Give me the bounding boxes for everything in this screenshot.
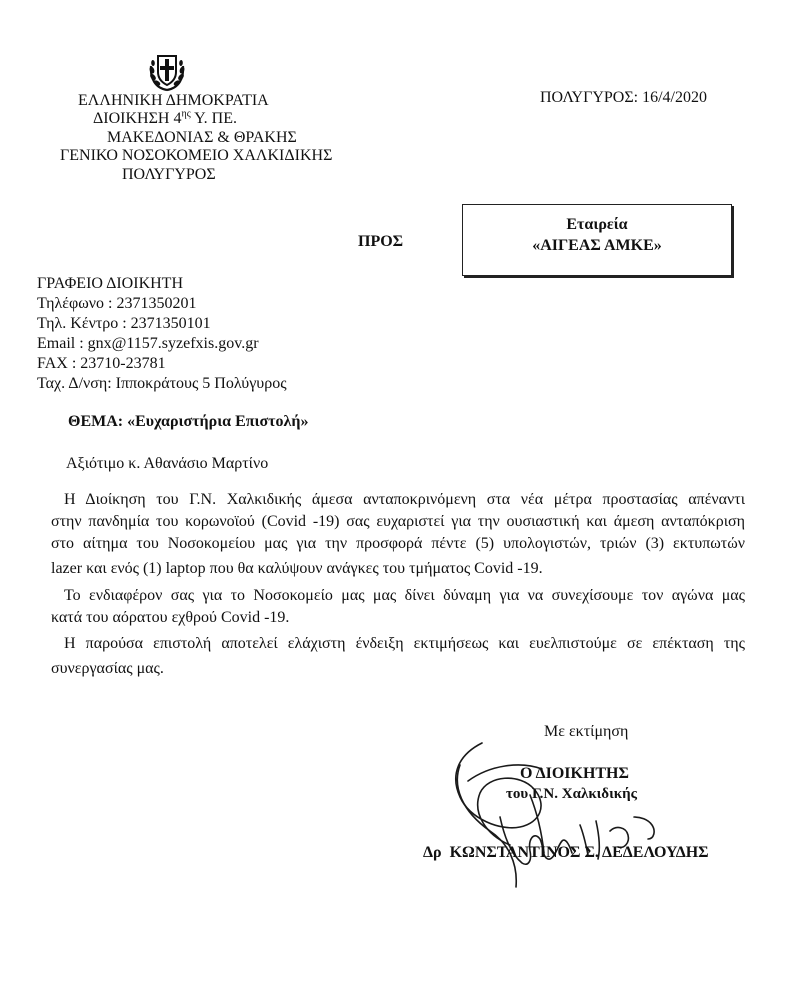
greek-state-emblem-icon [147, 50, 187, 92]
recipient-line-2: «ΑΙΓΕΑΣ ΑΜΚΕ» [532, 237, 662, 254]
contact-switchboard: Τηλ. Κέντρο : 2371350101 [37, 315, 211, 332]
sender-line-5: ΠΟΛΥΓΥΡΟΣ [122, 166, 216, 183]
body-p2-line-2: κατά του αόρατου εχθρού Covid -19. [51, 609, 290, 626]
contact-address: Ταχ. Δ/νση: Ιπποκράτους 5 Πολύγυρος [37, 375, 287, 392]
letter-subject: ΘΕΜΑ: «Ευχαριστήρια Επιστολή» [68, 413, 309, 430]
contact-office: ΓΡΑΦΕΙΟ ΔΙΟΙΚΗΤΗ [37, 275, 183, 292]
body-p1-line-3: στο αίτημα του Νοσοκομείου μας για την προσφορά πέντε (5) υπολογιστών, τριών (3) εκτυπωτών [51, 535, 745, 552]
letter-date: ΠΟΛΥΓΥΡΟΣ: 16/4/2020 [540, 89, 707, 106]
body-p3-line-2: συνεργασίας μας. [51, 660, 164, 677]
signatory-organization: του Γ.Ν. Χαλκιδικής [506, 786, 637, 802]
recipient-box [462, 204, 732, 276]
body-p2-line-1: Το ενδιαφέρον σας για το Νοσοκομείο μας μας δίνει δύναμη για να συνεχίσουμε τον αγώνα μας [64, 587, 745, 604]
contact-email: Email : gnx@1157.syzefxis.gov.gr [37, 335, 259, 352]
contact-phone: Τηλέφωνο : 2371350201 [37, 295, 197, 312]
handwritten-signature [430, 735, 730, 905]
signatory-name: Δρ ΚΩΝΣΤΑΝΤΙΝΟΣ Σ. ΔΕΔΕΛΟΥΔΗΣ [423, 844, 709, 861]
sender-line-3: ΜΑΚΕΔΟΝΙΑΣ & ΘΡΑΚΗΣ [107, 129, 297, 146]
closing-regards: Με εκτίμηση [544, 723, 629, 740]
sender-line-4: ΓΕΝΙΚΟ ΝΟΣΟΚΟΜΕΙΟ ΧΑΛΚΙΔΙΚΗΣ [60, 147, 333, 164]
letter-salutation: Αξιότιμο κ. Αθανάσιο Μαρτίνο [66, 455, 269, 472]
body-p1-line-1: Η Διοίκηση του Γ.Ν. Χαλκιδικής άμεσα ανταποκρινόμενη στα νέα μέτρα προστασίας απέναντι [64, 491, 745, 508]
recipient-line-1: Εταιρεία [566, 216, 628, 233]
recipient-label: ΠΡΟΣ [358, 233, 404, 250]
body-p1-line-2: στην πανδημία του κορωνοϊού (Covid -19) σας ευχαριστεί για την ουσιαστική και άμεση ανταπόκριση [51, 513, 745, 530]
contact-fax: FAX : 23710-23781 [37, 355, 166, 372]
body-p3-line-1: Η παρούσα επιστολή αποτελεί ελάχιστη ένδειξη εκτιμήσεως και ευελπιστούμε σε επέκταση της [64, 635, 745, 652]
sender-line-2: ΔΙΟΙΚΗΣΗ $4^{\eta\varsigma}$ Υ. ΠΕ. [93, 108, 237, 127]
sender-line-1: ΕΛΛΗΝΙΚΗ ΔΗΜΟΚΡΑΤΙΑ [78, 92, 269, 109]
signatory-title: Ο ΔΙΟΙΚΗΤΗΣ [520, 765, 629, 782]
body-p1-line-4: lazer και ενός (1) laptop που θα καλύψουν ανάγκες του τμήματος Covid -19. [51, 560, 543, 577]
